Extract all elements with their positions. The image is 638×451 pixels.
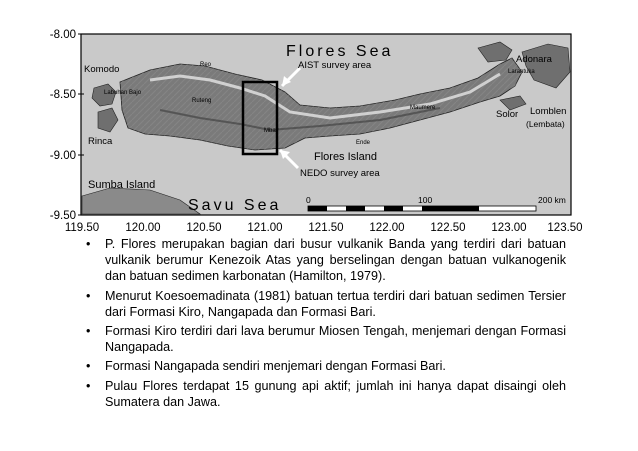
y-tick: -8.00 xyxy=(49,29,76,41)
bullet-item: • P. Flores merupakan bagian dari busur vulkanik Banda yang terdiri dari batuan vulkanik berumur Kenezoik Atas yang berselingan dengan batuan vulkanogenik dan batuan sedimen karbonatan (Hamilton, 1979). xyxy=(86,236,566,285)
flores-sea-label: Flores Sea xyxy=(286,43,394,60)
place-larantuka: Larantuka xyxy=(508,69,535,75)
bullet-item: • Formasi Nangapada sendiri menjemari dengan Formasi Bari. xyxy=(86,358,566,374)
x-tick: 122.50 xyxy=(430,222,466,234)
place-rinca: Rinca xyxy=(88,136,113,147)
x-tick: 119.50 xyxy=(64,222,100,234)
bullet-item: • Formasi Kiro terdiri dari lava berumur Miosen Tengah, menjemari dengan Formasi Nangapada. xyxy=(86,323,566,355)
place-solor: Solor xyxy=(496,109,519,120)
place-ende: Ende xyxy=(356,140,371,146)
y-tick: -8.50 xyxy=(49,89,76,101)
x-tick: 123.00 xyxy=(491,222,527,234)
bullet-list xyxy=(86,236,566,413)
scale-label: 0 xyxy=(306,195,311,205)
x-tick: 123.50 xyxy=(547,222,583,234)
savu-sea-label: Savu Sea xyxy=(188,197,282,214)
y-tick: -9.00 xyxy=(49,150,76,162)
y-tick: -9.50 xyxy=(49,210,76,222)
x-tick: 121.00 xyxy=(247,222,283,234)
bullet-item: • Menurut Koesoemadinata (1981) batuan tertua terdiri dari batuan sedimen Tersier dari Formasi Kiro, Nangapada dan Formasi Bari. xyxy=(86,288,566,320)
x-tick: 121.50 xyxy=(308,222,344,234)
x-tick: 120.00 xyxy=(125,222,161,234)
place-reo: Reo xyxy=(200,62,212,68)
x-tick: 120.50 xyxy=(186,222,222,234)
place-sumba: Sumba Island xyxy=(88,179,156,191)
aist-label: AIST survey area xyxy=(298,60,372,71)
x-axis xyxy=(65,222,583,234)
place-komodo: Komodo xyxy=(84,64,120,75)
place-lembata: (Lembata) xyxy=(526,119,565,129)
x-tick: 122.00 xyxy=(369,222,405,234)
place-lomblen: Lomblen xyxy=(530,106,567,117)
bullet-item: • Pulau Flores terdapat 15 gunung api aktif; jumlah ini hanya dapat disaingi oleh Sumatera dan Jawa. xyxy=(86,378,566,410)
place-labuhan-bajo: Labuhan Bajo xyxy=(104,90,142,96)
nedo-label: NEDO survey area xyxy=(300,168,380,179)
y-axis xyxy=(50,29,84,222)
scale-label: 200 km xyxy=(538,195,566,205)
place-flores-island: Flores Island xyxy=(314,151,377,163)
place-adonara: Adonara xyxy=(516,54,552,65)
place-maumere: Maumere xyxy=(410,105,436,111)
place-ruteng: Ruteng xyxy=(192,98,212,104)
place-mbay: Mbay xyxy=(264,128,279,134)
scale-label: 100 xyxy=(418,195,433,205)
